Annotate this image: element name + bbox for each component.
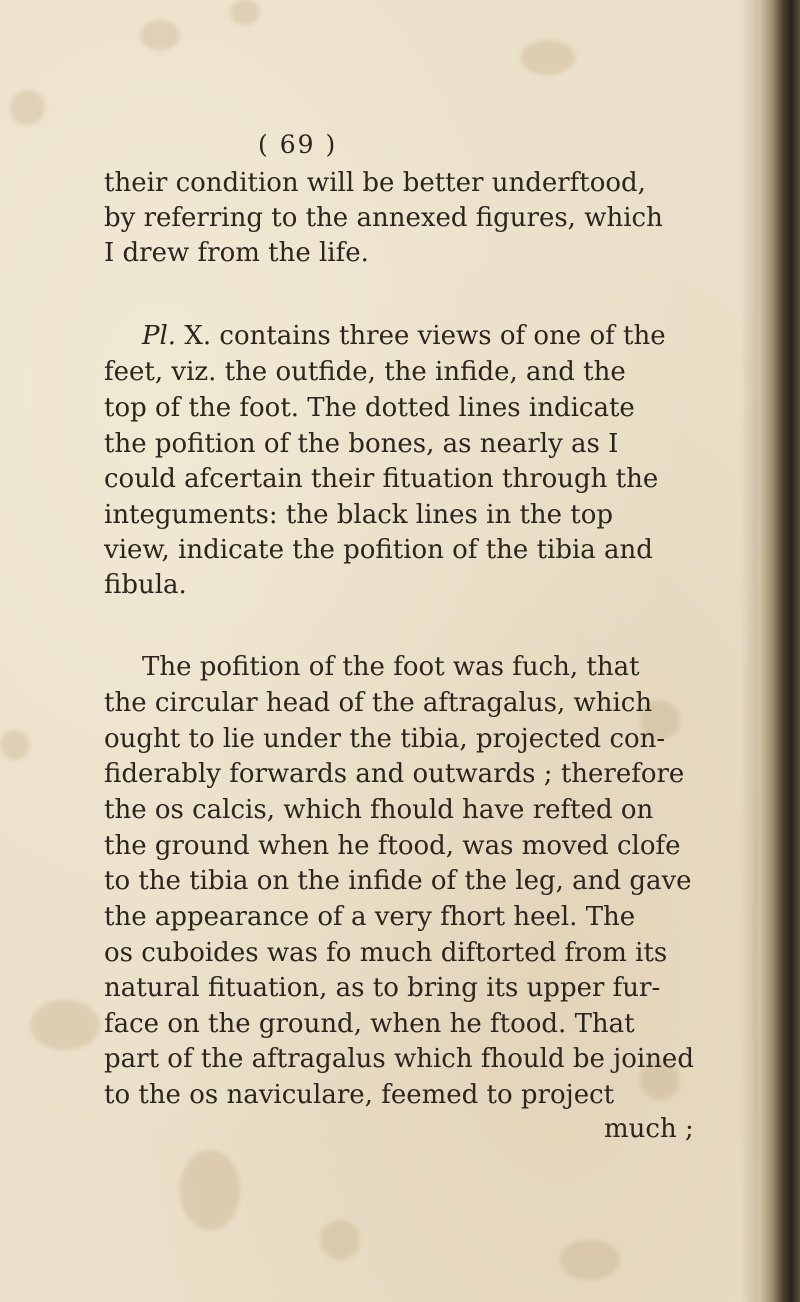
catchword: much ; [604, 1114, 694, 1144]
text-segment: X. contains three views of one of the [176, 321, 666, 351]
text-line: their condition will be better underftood, [104, 168, 646, 198]
text-line: fibula. [104, 570, 187, 600]
text-line: by referring to the annexed figures, which [104, 203, 663, 233]
text-line: natural fituation, as to bring its upper fur- [104, 973, 661, 1003]
text-line: fiderably forwards and outwards ; therefore [104, 759, 685, 789]
text-line: integuments: the black lines in the top [104, 500, 614, 530]
text-line: ought to lie under the tibia, projected con- [104, 724, 666, 754]
text-line: to the tibia on the infide of the leg, and gave [104, 866, 692, 896]
text-line: the appearance of a very fhort heel. The [104, 902, 636, 932]
plate-reference: Pl. [142, 321, 177, 351]
text-line: os cuboides was fo much diftorted from its [104, 938, 668, 968]
text-line: the circular head of the aftragalus, which [104, 688, 653, 718]
page-number: ( 69 ) [258, 130, 338, 159]
text-line: The pofition of the foot was fuch, that [142, 652, 640, 682]
text-line: the ground when he ftood, was moved clofe [104, 831, 681, 861]
text-line: to the os naviculare, feemed to project [104, 1080, 615, 1110]
text-line: part of the aftragalus which fhould be joined [104, 1044, 694, 1074]
text-line [142, 321, 666, 351]
text-line: the pofition of the bones, as nearly as I [104, 429, 619, 459]
text-line: the os calcis, which fhould have refted on [104, 795, 654, 825]
text-line: I drew from the life. [104, 238, 369, 268]
text-line: face on the ground, when he ftood. That [104, 1009, 635, 1039]
text-line: top of the foot. The dotted lines indicate [104, 393, 635, 423]
text-line: view, indicate the pofition of the tibia and [104, 535, 653, 565]
text-line: could afcertain their fituation through the [104, 464, 659, 494]
text-line: feet, viz. the outfide, the infide, and the [104, 357, 626, 387]
